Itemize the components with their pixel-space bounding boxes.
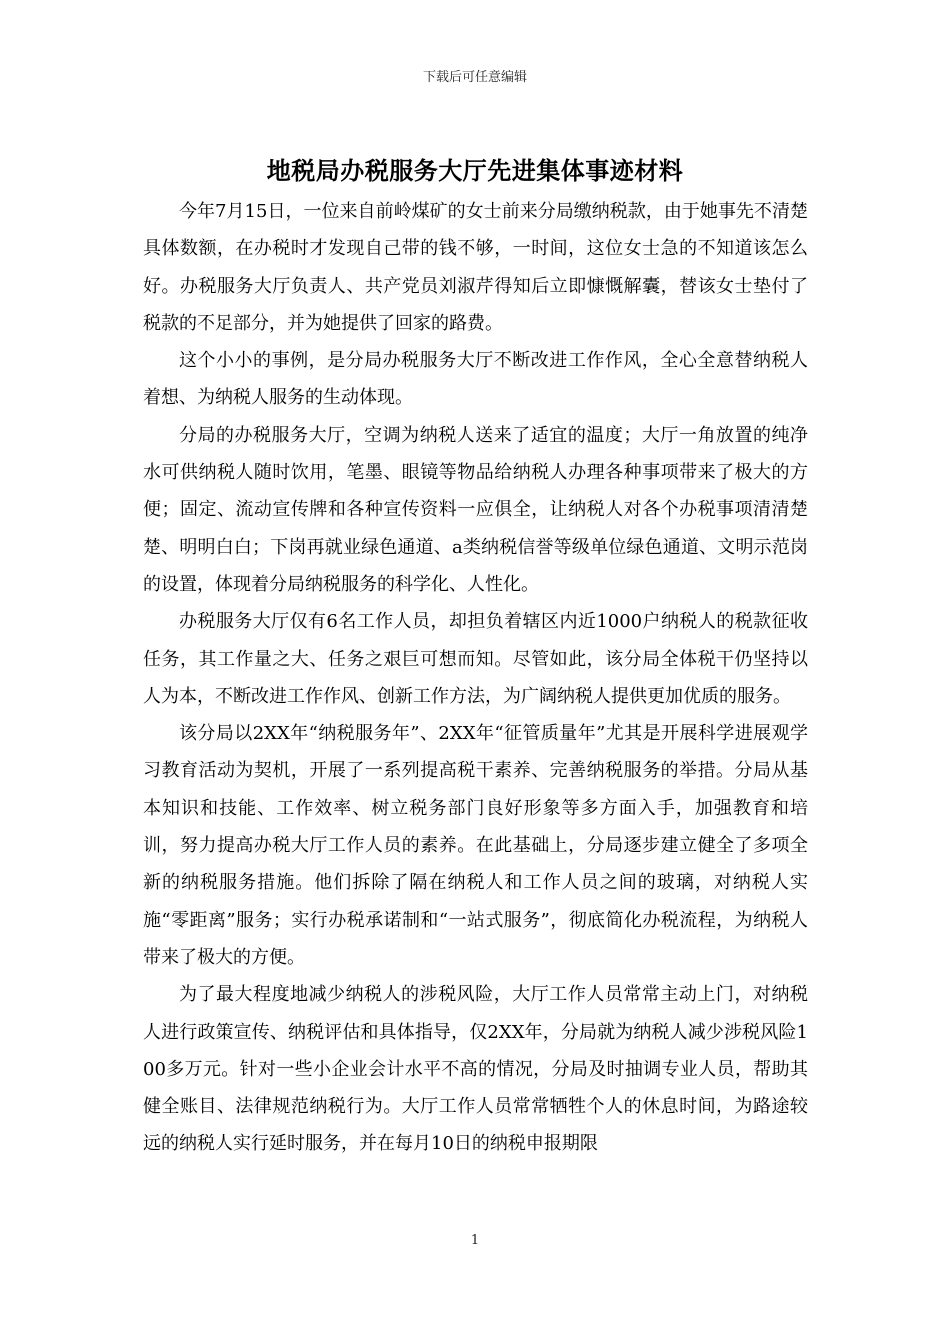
header-note: 下载后可任意编辑	[422, 70, 527, 85]
paragraph-3: 分局的办税服务大厅，空调为纳税人送来了适宜的温度；大厅一角放置的纯净水可供纳税人随时饮用，笔墨、眼镜等物品给纳税人办理各种事项带来了极大的方便；固定、流动宣传牌和各种宣传资料一应俱全，让纳税人对各个办税事项清清楚楚、明明白白；下岗再就业绿色通道、a类纳税信誉等级单位绿色通道、文明示范岗的设置，体现着分局纳税服务的科学化、人性化。	[143, 424, 808, 595]
paragraph-4: 办税服务大厅仅有6名工作人员，却担负着辖区内近1000户纳税人的税款征收任务，其工作量之大、任务之艰巨可想而知。尽管如此，该分局全体税干仍坚持以人为本，不断改进工作作风、创新工作方法，为广阔纳税人提供更加优质的服务。	[143, 611, 808, 707]
paragraph-6: 为了最大程度地减少纳税人的涉税风险，大厅工作人员常常主动上门，对纳税人进行政策宣传、纳税评估和具体指导，仅2XX年，分局就为纳税人减少涉税风险100多万元。针对一些小企业会计水平不高的情况，分局及时抽调专业人员，帮助其健全账目、法律规范纳税行为。大厅工作人员常常牺牲个人的休息时间，为路途较远的纳税人实行延时服务，并在每月10日的纳税申报期限	[143, 984, 808, 1155]
paragraph-1: 今年7月15日，一位来自前岭煤矿的女士前来分局缴纳税款，由于她事先不清楚具体数额，在办税时才发现自己带的钱不够，一时间，这位女士急的不知道该怎么好。办税服务大厅负责人、共产党员刘淑芹得知后立即慷慨解囊，替该女士垫付了税款的不足部分，并为她提供了回家的路费。	[143, 201, 808, 334]
paragraph-2: 这个小小的事例，是分局办税服务大厅不断改进工作作风，全心全意替纳税人着想、为纳税人服务的生动体现。	[143, 350, 808, 409]
page-number: 1	[470, 1233, 480, 1248]
document-title: 地税局办税服务大厅先进集体事迹材料	[266, 156, 684, 185]
document-body	[143, 193, 808, 1163]
paragraph-5: 该分局以2XX年“纳税服务年”、2XX年“征管质量年”尤其是开展科学进展观学习教育活动为契机，开展了一系列提高税干素养、完善纳税服务的举措。分局从基本知识和技能、工作效率、树立税务部门良好形象等多方面入手，加强教育和培训，努力提高办税大厅工作人员的素养。在此基础上，分局逐步建立健全了多项全新的纳税服务措施。他们拆除了隔在纳税人和工作人员之间的玻璃，对纳税人实施“零距离”服务；实行办税承诺制和“一站式服务”，彻底简化办税流程，为纳税人带来了极大的方便。	[143, 723, 808, 968]
